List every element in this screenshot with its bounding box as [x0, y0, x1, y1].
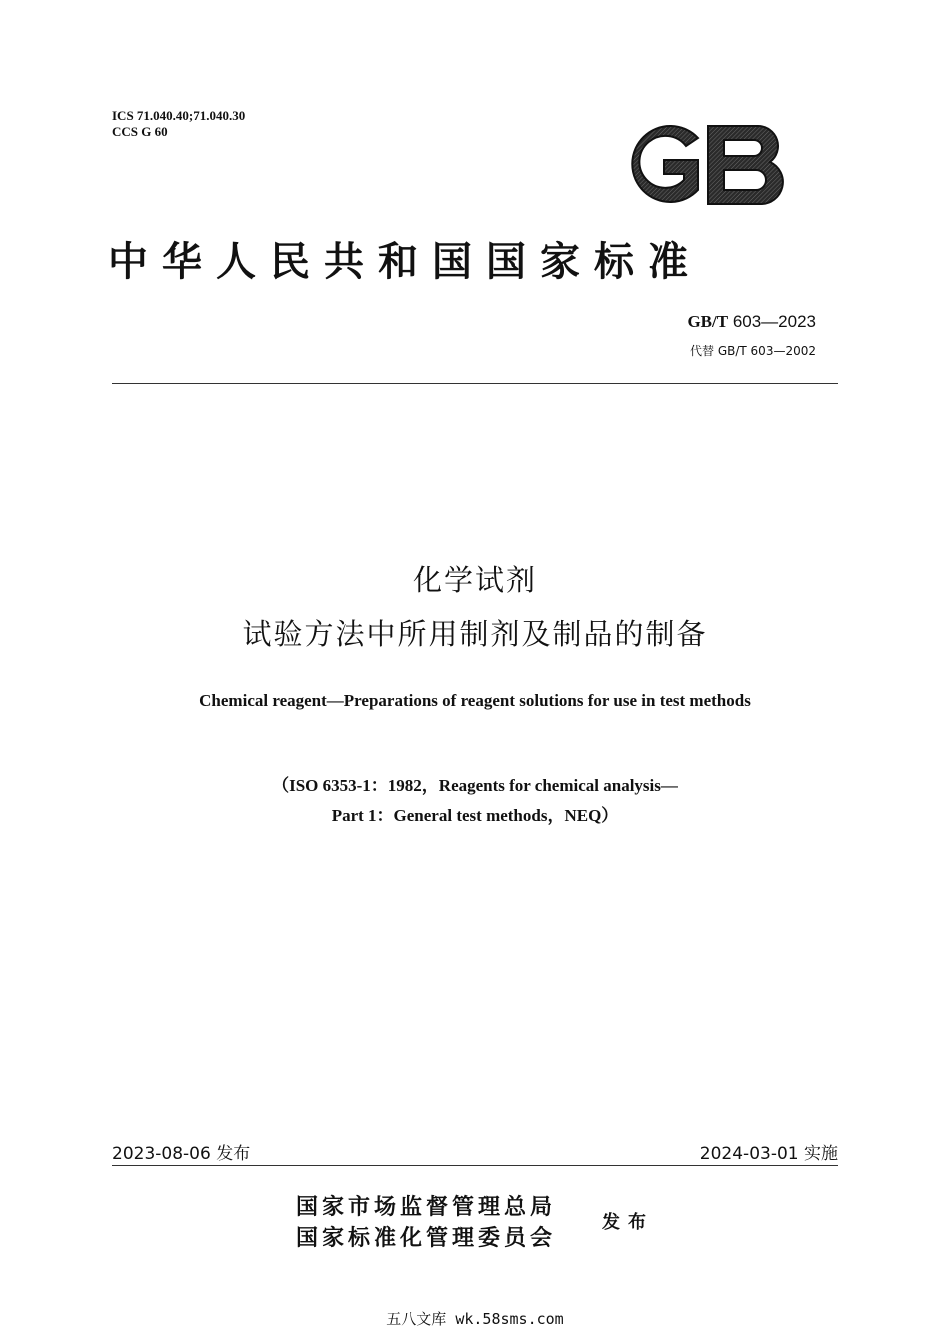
iso-reference-line1: （ISO 6353-1：1982，Reagents for chemical analysis— — [272, 776, 678, 795]
chinese-title-line2: 试验方法中所用制剂及制品的制备 — [242, 617, 708, 651]
classification-codes — [112, 108, 245, 140]
standard-prefix: GB/T — [687, 312, 729, 331]
watermark-footer: 五八文库 wk.58sms.com — [386, 1310, 564, 1328]
issue-date: 2023-08-06 发布 — [112, 1144, 251, 1164]
iso-reference-line2: Part 1：General test methods，NEQ） — [331, 806, 619, 825]
ccs-code: CCS G 60 — [112, 124, 168, 139]
national-standard-title: 中华人民共和国国家标准 — [108, 238, 702, 285]
publish-label: 发布 — [602, 1212, 654, 1233]
standard-number — [687, 312, 816, 332]
issuer-samr: 国家市场监督管理总局 — [296, 1194, 557, 1220]
chinese-title-line1: 化学试剂 — [412, 563, 537, 597]
gb-logo — [612, 118, 790, 210]
standard-code: 603—2023 — [732, 312, 816, 331]
issuer-sac: 国家标准化管理委员会 — [296, 1225, 557, 1251]
english-title: Chemical reagent—Preparations of reagent solutions for use in test methods — [199, 691, 751, 710]
replaces-standard: 代替 GB/T 603—2002 — [690, 344, 816, 358]
header-divider — [112, 383, 838, 384]
footer-divider — [112, 1165, 838, 1166]
ics-code: ICS 71.040.40;71.040.30 — [112, 108, 246, 123]
implementation-date: 2024-03-01 实施 — [699, 1144, 838, 1164]
